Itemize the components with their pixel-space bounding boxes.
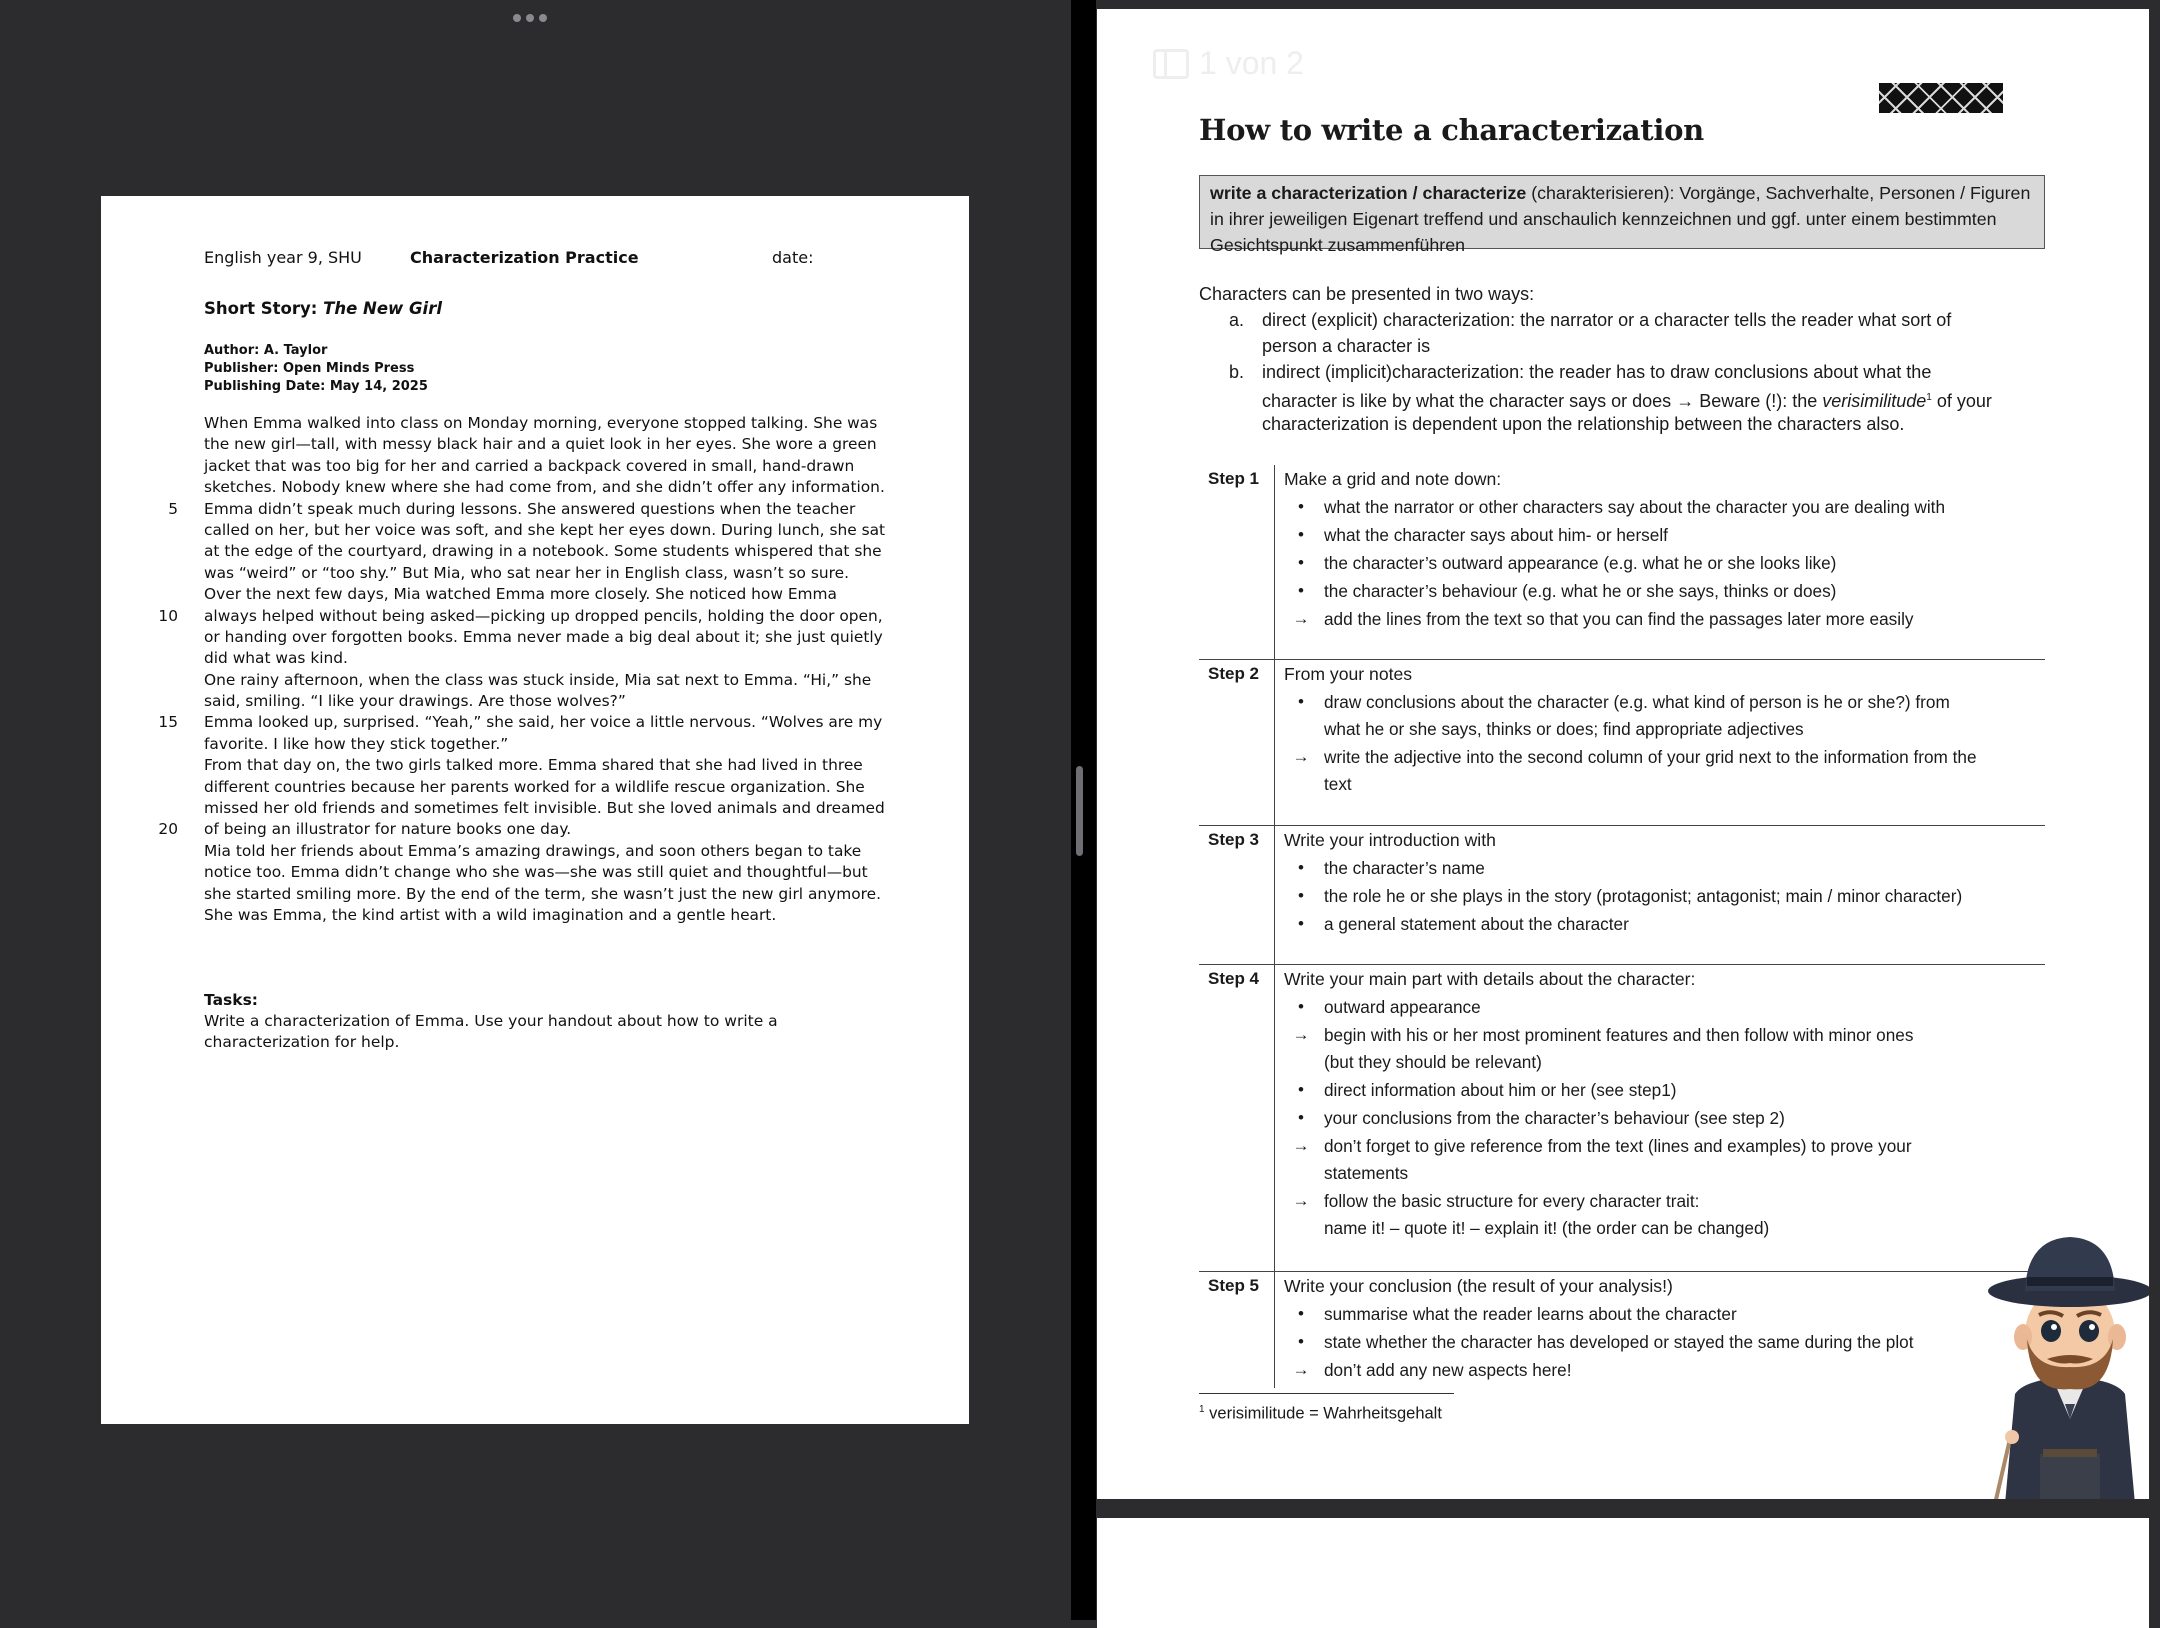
indirect-line-2-end: of your	[1931, 391, 1992, 411]
step-content	[1274, 1272, 2045, 1388]
story-line-text: the new girl—tall, with messy black hair and a quiet look in her eyes. She wore a green	[204, 435, 877, 454]
publishing-date-line: Publishing Date: May 14, 2025	[204, 379, 428, 394]
step-heading: From your notes	[1284, 664, 1413, 684]
bullet-icon: •	[1298, 1108, 1304, 1127]
step-item-text: name it! – quote it! – explain it! (the order can be changed)	[1324, 1218, 1770, 1238]
step-heading: Write your introduction with	[1284, 830, 1496, 850]
bullet-icon: •	[1298, 581, 1304, 600]
indirect-line-2-start: character is like by what the character says or does	[1262, 391, 1677, 411]
step-item-text: don’t forget to give reference from the text (lines and examples) to prove your	[1324, 1136, 1912, 1156]
bullet-icon: •	[1298, 553, 1304, 572]
indirect-line-2-middle: Beware (!): the	[1694, 391, 1823, 411]
task-text-line-2: characterization for help.	[204, 1033, 400, 1051]
story-line	[204, 648, 894, 669]
story-line	[204, 691, 894, 712]
story-line-text: or handing over forgotten books. Emma never made a big deal about it; she just quietly	[204, 627, 883, 646]
definition-text: (charakterisieren): Vorgänge, Sachverhalte, Personen / Figuren in ihrer jeweiligen Eigenart treffend und anschaulich kennzeichnen und ggf. unter einem bestimmten Gesichtspunkt zusammenführen	[1210, 183, 2031, 255]
definition-box	[1199, 175, 2045, 255]
story-line-text: was “weird” or “too shy.” But Mia, who sat near her in English class, wasn’t so sure.	[204, 563, 849, 582]
arrow-icon: →	[1292, 1025, 1310, 1044]
story-line-text: of being an illustrator for nature books one day.	[204, 820, 572, 839]
story-line-text: she started smiling more. By the end of the term, she wasn’t just the new girl anymore.	[204, 884, 881, 903]
step-heading: Write your main part with details about the character:	[1284, 969, 1696, 989]
step-item-text: what the character says about him- or herself	[1324, 525, 1668, 545]
footnote-ref[interactable]: 1	[1926, 392, 1932, 403]
story-line-text: always helped without being asked—picking up dropped pencils, holding the door open,	[204, 606, 883, 625]
story-line	[204, 584, 894, 605]
story-line	[204, 670, 894, 691]
step-item-text: the character’s behaviour (e.g. what he or she says, thinks or does)	[1324, 581, 1837, 601]
next-page-preview[interactable]	[1097, 1518, 2149, 1628]
step-item-text: outward appearance	[1324, 997, 1481, 1017]
step-item-text: state whether the character has developed or stayed the same during the plot	[1324, 1332, 1914, 1352]
story-line-text: did what was kind.	[204, 649, 348, 668]
story-line-text: She was Emma, the kind artist with a wild imagination and a gentle heart.	[204, 905, 777, 924]
footnote	[1199, 1404, 1442, 1424]
author-line: Author: A. Taylor	[204, 343, 328, 358]
story-line	[204, 862, 894, 883]
story-line	[204, 734, 894, 755]
bullet-icon: •	[1298, 692, 1304, 711]
step-item-text: a general statement about the character	[1324, 914, 1629, 934]
bullet-icon: •	[1298, 858, 1304, 877]
step-row-2	[1199, 660, 2045, 826]
practice-title: Characterization Practice	[410, 248, 639, 267]
story-line	[204, 905, 894, 926]
story-line	[204, 884, 894, 905]
step-heading: Make a grid and note down:	[1284, 469, 1502, 489]
step-item-text: the role he or she plays in the story (protagonist; antagonist; main / minor character)	[1324, 886, 1963, 906]
arrow-icon: →	[1292, 747, 1310, 766]
step-item-text: your conclusions from the character’s behaviour (see step 2)	[1324, 1108, 1785, 1128]
step-item-text: draw conclusions about the character (e.g. what kind of person is he or she?) from	[1324, 692, 1950, 712]
story-line-text: called on her, but her voice was soft, and she kept her eyes down. During lunch, she sat	[204, 520, 886, 539]
presentation-intro	[1199, 281, 2079, 437]
story-line	[204, 541, 894, 562]
story-line	[204, 798, 894, 819]
story-line	[204, 477, 894, 498]
intro-lead: Characters can be presented in two ways:	[1199, 284, 1535, 304]
steps-table	[1199, 465, 2045, 1388]
step-item-text: add the lines from the text so that you can find the passages later more easily	[1324, 609, 1914, 629]
story-line	[204, 456, 894, 477]
arrow-icon: →	[1292, 609, 1310, 628]
bullet-icon: •	[1298, 997, 1304, 1016]
step-item-text: statements	[1324, 1163, 1409, 1183]
split-view-divider[interactable]	[1071, 0, 1096, 1620]
story-heading-prefix: Short Story:	[204, 299, 324, 318]
step-row-5	[1199, 1272, 2045, 1388]
step-item-text: follow the basic structure for every character trait:	[1324, 1191, 1700, 1211]
step-item-text: the character’s outward appearance (e.g. what he or she looks like)	[1324, 553, 1837, 573]
step-item-text: direct information about him or her (see step1)	[1324, 1080, 1677, 1100]
story-line-text: Emma didn’t speak much during lessons. She answered questions when the teacher	[204, 499, 856, 518]
story-line-text: notice too. Emma didn’t change who she was—she was still quiet and thoughtful—but	[204, 863, 868, 882]
story-line-text: Over the next few days, Mia watched Emma more closely. She noticed how Emma	[204, 585, 837, 604]
step-row-3	[1199, 826, 2045, 965]
line-number: 15	[158, 713, 178, 732]
story-line-text: said, smiling. “I like your drawings. Are those wolves?”	[204, 692, 626, 711]
story-text	[158, 413, 894, 926]
story-line-text: sketches. Nobody knew where she had come from, and she didn’t offer any information.	[204, 478, 885, 497]
bullet-icon: •	[1298, 497, 1304, 516]
line-number: 5	[168, 499, 178, 518]
direct-characterization-line-2: person a character is	[1262, 336, 1431, 356]
story-line-text: different countries because her parents worked for a wildlife rescue organization. She	[204, 777, 865, 796]
step-label: Step 2	[1208, 664, 1260, 683]
step-item-text: the character’s name	[1324, 858, 1485, 878]
direct-characterization-line-1: direct (explicit) characterization: the narrator or a character tells the reader what sort of	[1262, 310, 1952, 330]
step-item-text: summarise what the reader learns about the character	[1324, 1304, 1737, 1324]
task-text-line-1: Write a characterization of Emma. Use your handout about how to write a	[204, 1012, 778, 1030]
story-line-text: Emma looked up, surprised. “Yeah,” she said, her voice a little nervous. “Wolves are my	[204, 713, 883, 732]
list-marker-b: b.	[1229, 362, 1245, 382]
sidebar-icon[interactable]	[1153, 49, 1189, 79]
story-heading	[204, 299, 442, 318]
story-heading-title: The New Girl	[323, 299, 442, 318]
story-line	[158, 606, 894, 627]
publisher-line: Publisher: Open Minds Press	[204, 361, 415, 376]
cowboy-mascot-illustration	[1985, 1219, 2149, 1499]
story-line	[204, 413, 894, 434]
bullet-icon: •	[1298, 525, 1304, 544]
footnote-text: verisimilitude = Wahrheitsgehalt	[1204, 1404, 1442, 1423]
bullet-icon: •	[1298, 1304, 1304, 1323]
story-line	[204, 841, 894, 862]
footnote-rule	[1199, 1393, 1454, 1394]
step-label: Step 4	[1208, 969, 1260, 988]
school-logo	[1879, 83, 2003, 113]
step-item-text: what the narrator or other characters say about the character you are dealing with	[1324, 497, 1945, 517]
step-item-text: write the adjective into the second column of your grid next to the information from the	[1324, 747, 1977, 767]
step-item-text: begin with his or her most prominent features and then follow with minor ones	[1324, 1025, 1914, 1045]
story-line-text: jacket that was too big for her and carried a backpack covered in small, hand-drawn	[204, 456, 855, 475]
step-content	[1274, 465, 2045, 659]
story-line	[204, 627, 894, 648]
arrow-icon: →	[1292, 1191, 1310, 1210]
indirect-characterization-line-2	[1262, 385, 1992, 414]
story-line	[204, 755, 894, 776]
bullet-icon: •	[1298, 1332, 1304, 1351]
story-line	[204, 434, 894, 455]
story-line-text: favorite. I like how they stick together.”	[204, 734, 509, 753]
story-line	[158, 819, 894, 840]
step-row-4	[1199, 965, 2045, 1272]
page-counter[interactable]	[1153, 45, 1304, 82]
page-counter-label: 1 von 2	[1199, 45, 1304, 81]
story-line-text: Mia told her friends about Emma’s amazing drawings, and soon others began to take	[204, 841, 862, 860]
indirect-characterization-line-3: characterization is dependent upon the relationship between the characters also.	[1262, 414, 1905, 434]
bullet-icon: •	[1298, 886, 1304, 905]
story-line-text: One rainy afternoon, when the class was stuck inside, Mia sat next to Emma. “Hi,” she	[204, 670, 872, 689]
step-item-text: (but they should be relevant)	[1324, 1052, 1542, 1072]
arrow-icon: →	[1292, 1360, 1310, 1379]
definition-term: write a characterization / characterize	[1210, 183, 1527, 203]
story-line	[204, 777, 894, 798]
footnote-number: 1	[1199, 1404, 1205, 1415]
bullet-icon: •	[1298, 1080, 1304, 1099]
indirect-characterization-line-1: indirect (implicit)characterization: the reader has to draw conclusions about what the	[1262, 362, 1932, 382]
step-content	[1274, 826, 2045, 964]
line-number: 10	[158, 606, 178, 625]
story-line-text: missed her old friends and sometimes felt invisible. But she loved animals and dreamed	[204, 799, 885, 818]
line-number: 20	[158, 820, 178, 839]
date-label: date:	[772, 248, 814, 267]
story-line	[168, 499, 894, 520]
story-line	[204, 563, 894, 584]
handout-title: How to write a characterization	[1199, 113, 1704, 147]
step-label: Step 1	[1208, 469, 1260, 488]
step-item-text: what he or she says, thinks or does; find appropriate adjectives	[1324, 719, 1804, 739]
bullet-icon: •	[1298, 914, 1304, 933]
step-item-text: text	[1324, 774, 1352, 794]
left-document-page[interactable]	[101, 196, 969, 1424]
step-content	[1274, 965, 2045, 1271]
step-heading: Write your conclusion (the result of your analysis!)	[1284, 1276, 1673, 1296]
step-item-text: don’t add any new aspects here!	[1324, 1360, 1572, 1380]
step-row-1	[1199, 465, 2045, 660]
left-pane-more-dots-icon[interactable]	[513, 14, 547, 22]
story-line-text: at the edge of the courtyard, drawing in a notebook. Some students whispered that she	[204, 542, 882, 561]
arrow-icon: →	[1676, 391, 1695, 411]
story-line	[158, 712, 894, 733]
split-view-resize-handle[interactable]	[1076, 766, 1083, 856]
tasks-heading: Tasks:	[204, 991, 258, 1009]
story-line-text: From that day on, the two girls talked more. Emma shared that she had lived in three	[204, 756, 863, 775]
step-label: Step 5	[1208, 1276, 1260, 1295]
story-line	[204, 520, 894, 541]
list-marker-a: a.	[1229, 310, 1245, 330]
course-label: English year 9, SHU	[204, 248, 362, 267]
step-content	[1274, 660, 2045, 825]
step-label: Step 3	[1208, 830, 1260, 849]
right-document-page[interactable]	[1097, 9, 2149, 1499]
verisimilitude-term: verisimilitude	[1822, 391, 1927, 411]
story-line-text: When Emma walked into class on Monday morning, everyone stopped talking. She was	[204, 414, 878, 432]
arrow-icon: →	[1292, 1136, 1310, 1155]
